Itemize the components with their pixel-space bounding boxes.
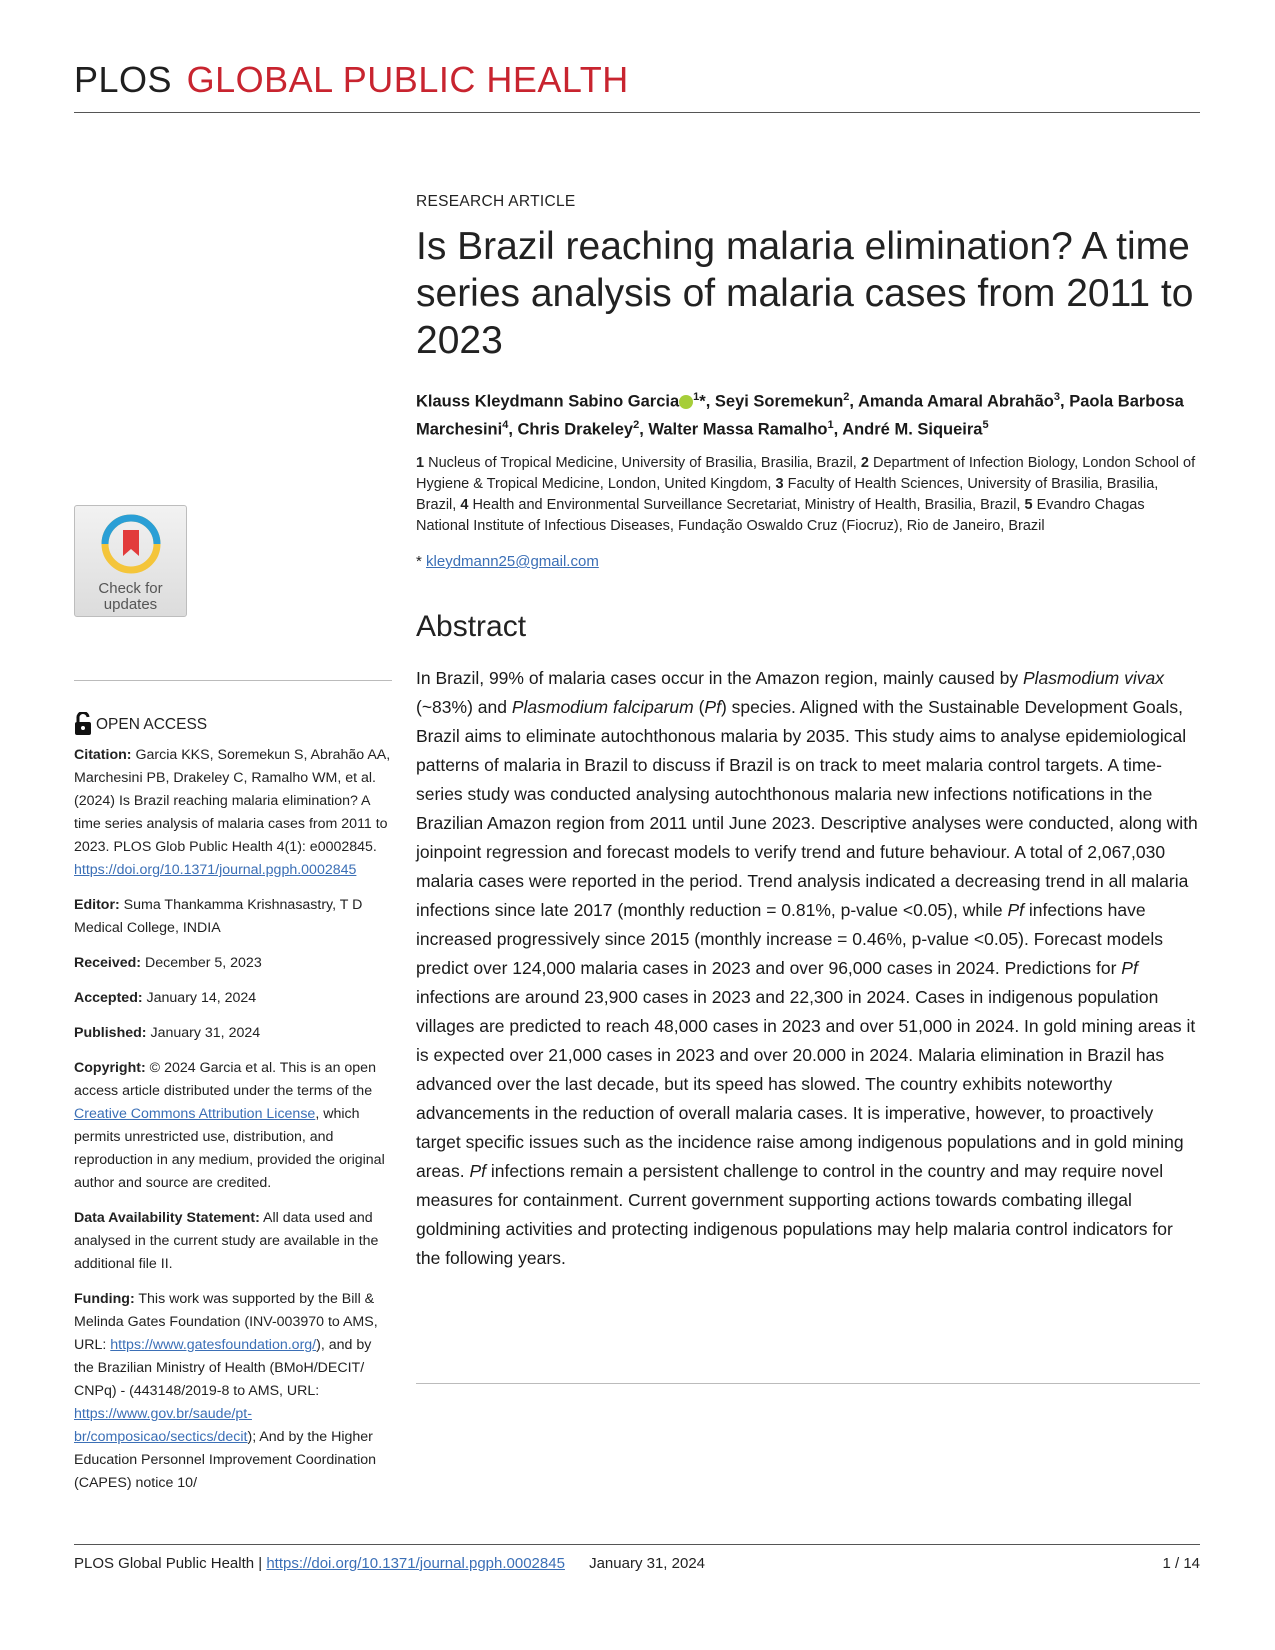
open-lock-icon <box>74 712 92 736</box>
affil-text: Health and Environmental Surveillance Secretariat, Ministry of Health, Brasilia, Brazil, <box>472 497 1021 513</box>
accepted-date: January 14, 2024 <box>146 990 257 1006</box>
author-affil-sup: 1 <box>693 391 700 403</box>
open-access-text: OPEN ACCESS <box>96 715 208 733</box>
author-name[interactable]: Seyi Soremekun <box>714 392 844 411</box>
abstract-italic: Pf <box>1007 900 1025 920</box>
received-date: December 5, 2023 <box>144 955 262 971</box>
data-availability-text: All data used and analysed in the current study are available in the additional file II. <box>74 1210 379 1272</box>
abstract-heading: Abstract <box>416 610 527 643</box>
accepted-block <box>74 987 394 1010</box>
affil-number: 5 <box>1024 497 1033 513</box>
published-label: Published: <box>74 1025 147 1041</box>
article-main <box>416 193 1200 1273</box>
affil-number: 1 <box>416 455 425 471</box>
license-link[interactable]: Creative Commons Attribution License <box>74 1106 316 1122</box>
abstract-part: infections have increased progressively since 2015 (monthly increase = 0.46%, p-value <0.05). Forecast models predict over 124,000 malaria cases in 2023 and over 96,000 cases in 2024. Predictions for <box>416 900 1164 978</box>
abstract-italic: Pf <box>469 1161 487 1181</box>
abstract-italic: Pf <box>1121 958 1138 978</box>
sidebar-divider <box>74 680 392 681</box>
author-affil-sup: 2 <box>843 391 850 403</box>
badge-label-line2: updates <box>103 596 158 613</box>
affil-text: Nucleus of Tropical Medicine, University of Brasilia, Brasilia, Brazil, <box>428 455 857 471</box>
affil-text: Department of Infection Biology, London School of Hygiene & Tropical Medicine, London, United Kingdom, <box>416 455 1196 492</box>
correspondence <box>416 553 1200 570</box>
badge-label-line1: Check for <box>98 580 163 597</box>
copyright-block <box>74 1057 394 1195</box>
affil-number: 4 <box>460 497 469 513</box>
funding-text: This work was supported by the Bill & Melinda Gates Foundation (INV-003970 to AMS, URL: <box>74 1291 378 1353</box>
journal-header <box>74 60 1200 100</box>
abstract-part: infections remain a persistent challenge to control in the country and may require novel measures for containment. Current government supporting actions towards combating illegal goldmining activities and protecting indigenous populations may help malaria control indicators for the following years. <box>416 1161 1173 1268</box>
article-type: RESEARCH ARTICLE <box>416 193 576 210</box>
author-list: Klauss Kleydmann Sabino Garcia $^1$*, Seyi Soremekun$^2$, Amanda Amaral Abrahão$^3$, Paola Barbosa Marchesini$^4$, Chris Drakeley$^2$, Walter Massa Ramalho$^1$, André M. Siqueira$^5$ <box>416 391 1184 438</box>
editor-label: Editor: <box>74 897 120 913</box>
editor-block <box>74 894 394 940</box>
author-affil-sup: 4 <box>502 418 509 431</box>
journal-name: GLOBAL PUBLIC HEALTH <box>186 59 629 100</box>
article-title: Is Brazil reaching malaria elimination? A time series analysis of malaria cases from 2011 to 2023 <box>416 225 1194 362</box>
abstract-part: ( <box>693 697 705 717</box>
citation-block <box>74 744 394 882</box>
received-label: Received: <box>74 955 142 971</box>
check-for-updates-badge[interactable] <box>74 505 187 617</box>
author-name[interactable]: Walter Massa Ramalho <box>648 420 828 438</box>
decit-link[interactable]: https://www.gov.br/saude/pt-br/composicao/sectics/decit <box>74 1406 252 1445</box>
citation-label: Citation: <box>74 747 132 763</box>
abstract-part: In Brazil, 99% of malaria cases occur in the Amazon region, mainly caused by <box>416 668 1023 688</box>
abstract-divider <box>416 1383 1200 1384</box>
abstract-italic: Plasmodium falciparum <box>511 697 694 717</box>
data-availability-label: Data Availability Statement: <box>74 1210 260 1226</box>
copyright-text-end: , which permits unrestricted use, distribution, and reproduction in any medium, provided the original author and source are credited. <box>74 1106 385 1191</box>
header-divider <box>74 112 1200 113</box>
author-name[interactable]: Paola Barbosa Marchesini <box>416 392 1184 438</box>
article-sidebar <box>74 712 394 1507</box>
page-footer <box>74 1555 1200 1572</box>
copyright-text: © 2024 Garcia et al. This is an open access article distributed under the terms of the <box>74 1060 376 1099</box>
open-access-label <box>74 712 394 736</box>
editor-text: Suma Thankamma Krishnasastry, T D Medical College, INDIA <box>74 897 363 936</box>
received-block <box>74 952 394 975</box>
footer-date: January 31, 2024 <box>589 1555 706 1572</box>
author-name[interactable]: André M. Siqueira <box>842 420 983 438</box>
abstract-text <box>416 664 1200 1273</box>
funding-label: Funding: <box>74 1291 135 1307</box>
abstract-part: ) species. Aligned with the Sustainable Development Goals, Brazil aims to eliminate autochthonous malaria by 2035. This study aims to analyse epidemiological patterns of malaria in Brazil to discuss if Brazil is on track to meet malaria control targets. A time-series study was conducted analysing autochthonous malaria new infections notifications in the Brazilian Amazon region from 2011 until June 2023. Descriptive analyses were conducted, along with joinpoint regression and forecast models to verify trend and future behaviour. A total of 2,067,030 malaria cases were reported in the period. Trend analysis indicated a decreasing trend in all malaria infections since late 2017 (monthly reduction = 0.81%, p-value <0.05), while <box>416 697 1198 920</box>
funding-text-mid: ), and by the Brazilian Ministry of Health (BMoH/DECIT/ CNPq) - (443148/2019-8 to AMS, URL: <box>74 1337 372 1399</box>
affil-text: Evandro Chagas National Institute of Infectious Diseases, Fundação Oswaldo Cruz (Fiocruz), Rio de Janeiro, Brazil <box>416 497 1145 534</box>
affil-number: 2 <box>860 455 869 471</box>
author-affil-sup: 3 <box>1053 391 1061 403</box>
funding-block <box>74 1288 394 1495</box>
author-affil-sup: 2 <box>633 418 640 431</box>
affil-text: Faculty of Health Sciences, University of Brasilia, Brasilia, Brazil, <box>416 476 1159 513</box>
publisher-name: PLOS <box>74 59 173 100</box>
affil-number: 3 <box>775 476 784 492</box>
author-name[interactable]: Chris Drakeley <box>517 420 634 438</box>
abstract-part: infections are around 23,900 cases in 2023 and 22,300 in 2024. Cases in indigenous population villages are predicted to reach 48,000 cases in 2023 and over 51,000 in 2024. In gold mining areas it is expected over 21,000 cases in 2023 and over 20.000 in 2024. Malaria elimination in Brazil has advanced over the last decade, but its speed has slowed. The country exhibits noteworthy advancements in the reduction of overall malaria cases. It is imperative, however, to proactively target specific issues such as the incidence raise among indigenous populations and in gold mining areas. <box>416 987 1196 1181</box>
abstract-italic: Plasmodium vivax <box>1022 668 1164 688</box>
page-number: 1 / 14 <box>1162 1555 1200 1572</box>
author-name[interactable]: Klauss Kleydmann Sabino Garcia <box>416 392 680 411</box>
footer-divider <box>74 1544 1200 1545</box>
footer-doi-link[interactable]: https://doi.org/10.1371/journal.pgph.0002845 <box>266 1555 565 1572</box>
orcid-icon[interactable] <box>679 395 693 409</box>
author-affil-sup: 1 <box>827 418 834 431</box>
copyright-label: Copyright: <box>74 1060 146 1076</box>
author-name[interactable]: Amanda Amaral Abrahão <box>857 392 1054 411</box>
corresponding-star: * <box>699 392 706 411</box>
email-link[interactable]: kleydmann25@gmail.com <box>426 553 599 570</box>
data-availability-block <box>74 1207 394 1276</box>
citation-text: Garcia KKS, Soremekun S, Abrahão AA, Marchesini PB, Drakeley C, Ramalho WM, et al. (2024) Is Brazil reaching malaria elimination? A time series analysis of malaria cases from 2011 to 2023. PLOS Glob Public Health 4(1): e0002845. <box>74 747 391 855</box>
footer-journal: PLOS Global Public Health | <box>74 1555 263 1572</box>
author-affil-sup: 5 <box>982 418 989 431</box>
citation-doi-link[interactable]: https://doi.org/10.1371/journal.pgph.0002845 <box>74 862 357 878</box>
abstract-italic: Pf <box>704 697 721 717</box>
journal-brand <box>74 60 1200 100</box>
gates-foundation-link[interactable]: https://www.gatesfoundation.org/ <box>110 1337 317 1353</box>
accepted-label: Accepted: <box>74 990 143 1006</box>
abstract-part: (~83%) and <box>416 697 512 717</box>
affiliations <box>416 453 1200 537</box>
published-block <box>74 1022 394 1045</box>
crossmark-icon <box>101 514 161 574</box>
email-star: * <box>416 553 422 570</box>
published-date: January 31, 2024 <box>150 1025 261 1041</box>
funding-text-end: ); And by the Higher Education Personnel Improvement Coordination (CAPES) notice 10/ <box>74 1429 377 1491</box>
